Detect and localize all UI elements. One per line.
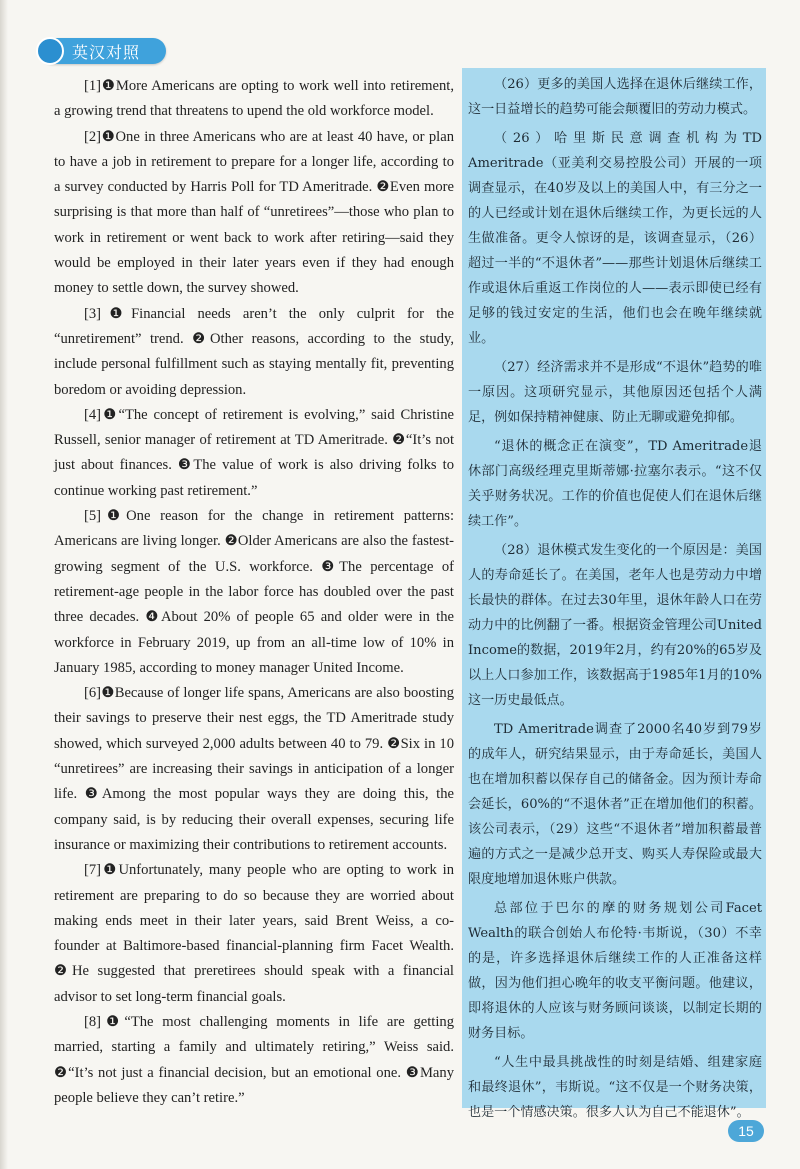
chinese-paragraph-5: （28）退休模式发生变化的一个原因是：美国人的寿命延长了。在美国，老年人也是劳动力中增长最快的群体。在过去30年里，退休年龄人口在劳动力中的比例翻了一番。根据资金管理公司United Income的数据，2019年2月，约有20%的65岁及以上人口参加工作，该数据高于1985年1月的10%这一历史最低点。 [468, 543, 762, 708]
page-number: 15 [728, 1120, 764, 1142]
chinese-paragraph-6: TD Ameritrade调查了2000名40岁到79岁的成年人，研究结果显示，由于寿命延长，美国人也在增加积蓄以保存自己的储备金。因为预计寿命会延长，60%的“不退休者”正在增加他们的积蓄。该公司表示，（29）这些“不退休者”增加积蓄最普遍的方式之一是减少总开支、购买人寿保险或最大限度地增加退休账户供款。 [468, 722, 762, 887]
chinese-paragraph-4: “退休的概念正在演变”，TD Ameritrade退休部门高级经理克里斯蒂娜·拉塞尔表示。“这不仅关乎财务状况。工作的价值也促使人们在退休后继续工作”。 [468, 439, 762, 529]
chinese-paragraph-2: （26）哈里斯民意调查机构为TD Ameritrade（亚美利交易控股公司）开展的一项调查显示，在40岁及以上的美国人中，有三分之一的人已经或计划在退休后继续工作，为更长远的人生做准备。更令人惊讶的是，该调查显示，（26）超过一半的“不退休者”——那些计划退休后继续工作或退休后重返工作岗位的人——表示即使已经有足够的钱过安定的生活，他们也会在晚年继续就业。 [468, 131, 762, 346]
chinese-paragraph-1: （26）更多的美国人选择在退休后继续工作，这一日益增长的趋势可能会颠覆旧的劳动力模式。 [468, 77, 762, 117]
english-paragraph-2: [2]❶One in three Americans who are at least 40 have, or plan to have a job in retirement to prepare for a longer life, according to a survey conducted by Harris Poll for TD Ameritrade. ❷Even more surprising is that more than half of “unretirees”—those who plan to work in retirement or went back to work after retiring—said they would be employed in their later years even if they had enough money to settle down, the survey showed. [54, 128, 454, 297]
chinese-paragraph-7: 总部位于巴尔的摩的财务规划公司Facet Wealth的联合创始人布伦特·韦斯说，（30）不幸的是，许多选择退休后继续工作的人正准备这样做，因为他们担心晚年的收支平衡问题。他建议，即将退休的人应该与财务顾问谈谈，以制定长期的财务目标。 [468, 901, 762, 1041]
english-paragraph-6: [6]❶Because of longer life spans, Americans are also boosting their savings to preserve their nest eggs, the TD Ameritrade study showed, which surveyed 2,000 adults between 40 to 79. ❷Six in 10 “unretirees” are increasing their savings in anticipation of a longer life. ❸Among the most popular ways they are doing this, the company said, is by reducing their overall expenses, securing life insurance or maximizing their contributions to retirement accounts. [54, 685, 454, 853]
english-paragraph-5: [5]❶One reason for the change in retirement patterns: Americans are living longer. ❷Older Americans are also the fastest-growing segment of the U.S. workforce. ❸The percentage of retirement-age people in the labor force has doubled over the past three decades. ❹About 20% of people 65 and older were in the workforce in February 2019, up from an all-time low of 10% in January 1985, according to money manager United Income. [54, 508, 454, 676]
chinese-column [468, 72, 762, 1129]
section-tab-label: 英汉对照 [72, 42, 141, 62]
english-paragraph-4: [4]❶“The concept of retirement is evolving,” said Christine Russell, senior manager of retirement at TD Ameritrade. ❷“It’s not just about finances. ❸The value of work is also driving folks to continue working past retirement.” [54, 406, 454, 499]
english-paragraph-1: [1]❶More Americans are opting to work well into retirement, a growing trend that threatens to upend the old workforce model. [54, 78, 454, 120]
section-tab [40, 38, 166, 64]
english-column [54, 74, 454, 1111]
chinese-paragraph-3: （27）经济需求并不是形成“不退休”趋势的唯一原因。这项研究显示，其他原因还包括个人满足，例如保持精神健康、防止无聊或避免抑郁。 [468, 360, 762, 425]
english-paragraph-8: [8]❶“The most challenging moments in life are getting married, starting a family and ultimately retiring,” Weiss said. ❷“It’s not just a financial decision, but an emotional one. ❸Many people believe they can’t retire.” [54, 1013, 454, 1106]
chinese-paragraph-8: “人生中最具挑战性的时刻是结婚、组建家庭和最终退休”，韦斯说。“这不仅是一个财务决策，也是一个情感决策。很多人认为自己不能退休”。 [468, 1055, 762, 1120]
search-circle-icon [36, 37, 64, 65]
english-paragraph-7: [7]❶Unfortunately, many people who are opting to work in retirement are preparing to do so because they are worried about making ends meet in their later years, said Brent Weiss, a co-founder at Baltimore-based financial-planning firm Facet Wealth. ❷He suggested that preretirees should speak with a financial advisor to set long-term financial goals. [54, 862, 454, 1005]
english-paragraph-3: [3]❶Financial needs aren’t the only culprit for the “unretirement” trend. ❷Other reasons, according to the study, include personal fulfillment such as staying mentally fit, preventing boredom or avoiding depression. [54, 305, 454, 398]
page-binding-shadow [0, 0, 8, 1169]
